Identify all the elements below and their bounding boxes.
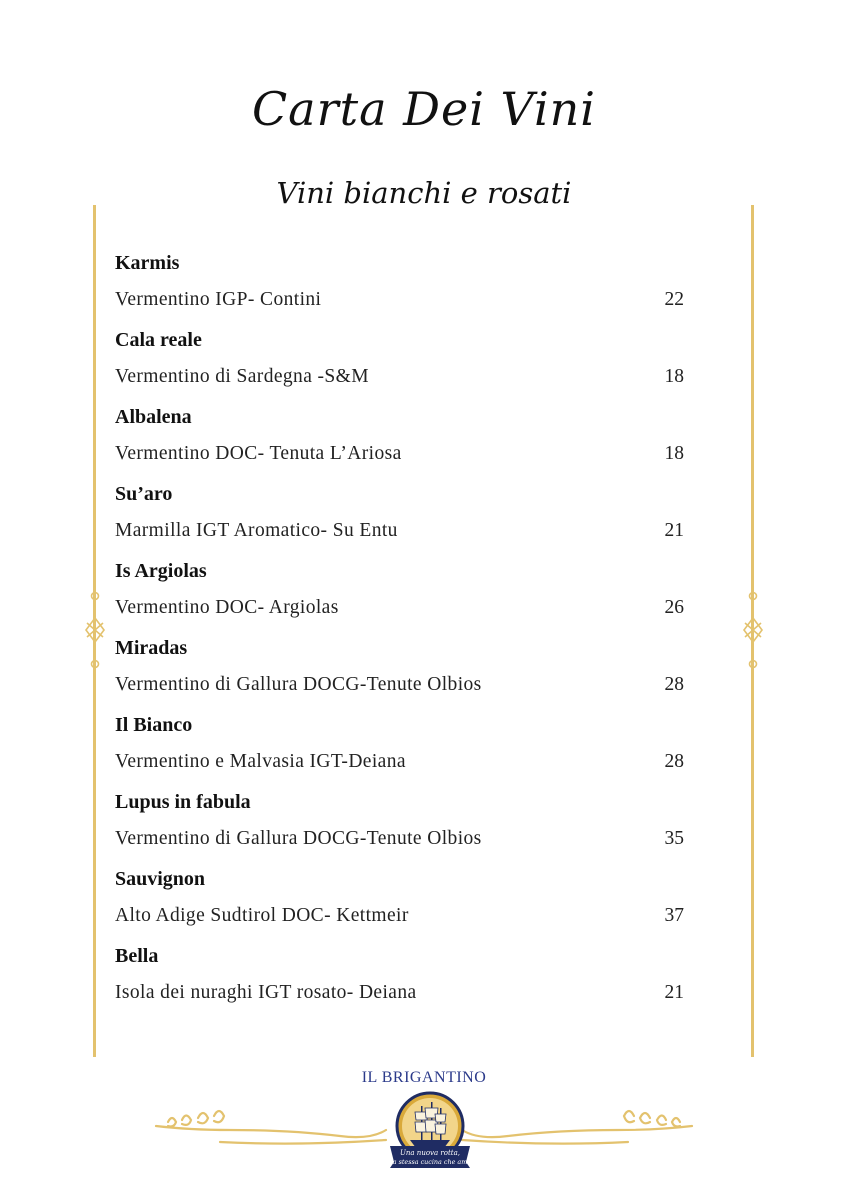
page-title: Carta Dei Vini (251, 82, 597, 136)
wine-name: Miradas (115, 637, 188, 659)
wine-name: Il Bianco (115, 714, 193, 736)
wine-price: 18 (664, 443, 684, 464)
wine-price: 28 (664, 674, 684, 695)
wine-name: Karmis (115, 252, 180, 274)
wine-price: 37 (664, 905, 684, 926)
wine-name: Sauvignon (115, 868, 206, 890)
wine-price: 22 (664, 289, 684, 310)
wine-entry (115, 866, 690, 943)
wine-description: Vermentino IGP- Contini (115, 289, 322, 310)
wine-description: Vermentino DOC- Argiolas (115, 597, 339, 618)
wine-price: 21 (664, 982, 684, 1003)
wine-description: Alto Adige Sudtirol DOC- Kettmeir (115, 905, 409, 926)
wine-description: Vermentino di Sardegna -S&M (115, 366, 369, 387)
wine-name: Su’aro (115, 483, 173, 505)
wine-entry (115, 789, 690, 866)
wine-description: Isola dei nuraghi IGT rosato- Deiana (115, 982, 417, 1003)
wine-name: Is Argiolas (115, 560, 207, 582)
wine-name: Bella (115, 945, 159, 967)
brigantino-logo (384, 1088, 476, 1172)
wine-entry (115, 635, 690, 712)
svg-text:Una nuova rotta,: Una nuova rotta, (400, 1149, 460, 1157)
wine-description: Marmilla IGT Aromatico- Su Entu (115, 520, 398, 541)
wine-entry (115, 404, 690, 481)
wine-price: 18 (664, 366, 684, 387)
wine-entry (115, 327, 690, 404)
wine-name: Cala reale (115, 329, 202, 351)
wine-name: Albalena (115, 406, 192, 428)
wine-price: 28 (664, 751, 684, 772)
brand-name: IL BRIGANTINO (361, 1069, 487, 1086)
wine-price: 35 (664, 828, 684, 849)
wine-description: Vermentino di Gallura DOCG-Tenute Olbios (115, 828, 482, 849)
wine-description: Vermentino di Gallura DOCG-Tenute Olbios (115, 674, 482, 695)
wine-price: 26 (664, 597, 684, 618)
wine-price: 21 (664, 520, 684, 541)
wine-description: Vermentino e Malvasia IGT-Deiana (115, 751, 406, 772)
wine-entry (115, 250, 690, 327)
wine-name: Lupus in fabula (115, 791, 251, 813)
svg-text:la stessa cucina che ami: la stessa cucina che ami (390, 1158, 470, 1166)
section-subtitle: Vini bianchi e rosati (276, 176, 572, 210)
wine-entry (115, 712, 690, 789)
wine-description: Vermentino DOC- Tenuta L’Ariosa (115, 443, 402, 464)
wine-list (115, 250, 690, 1020)
wine-entry (115, 943, 690, 1020)
right-ornament-icon (742, 588, 764, 672)
wine-entry (115, 558, 690, 635)
left-ornament-icon (84, 588, 106, 672)
wine-entry (115, 481, 690, 558)
